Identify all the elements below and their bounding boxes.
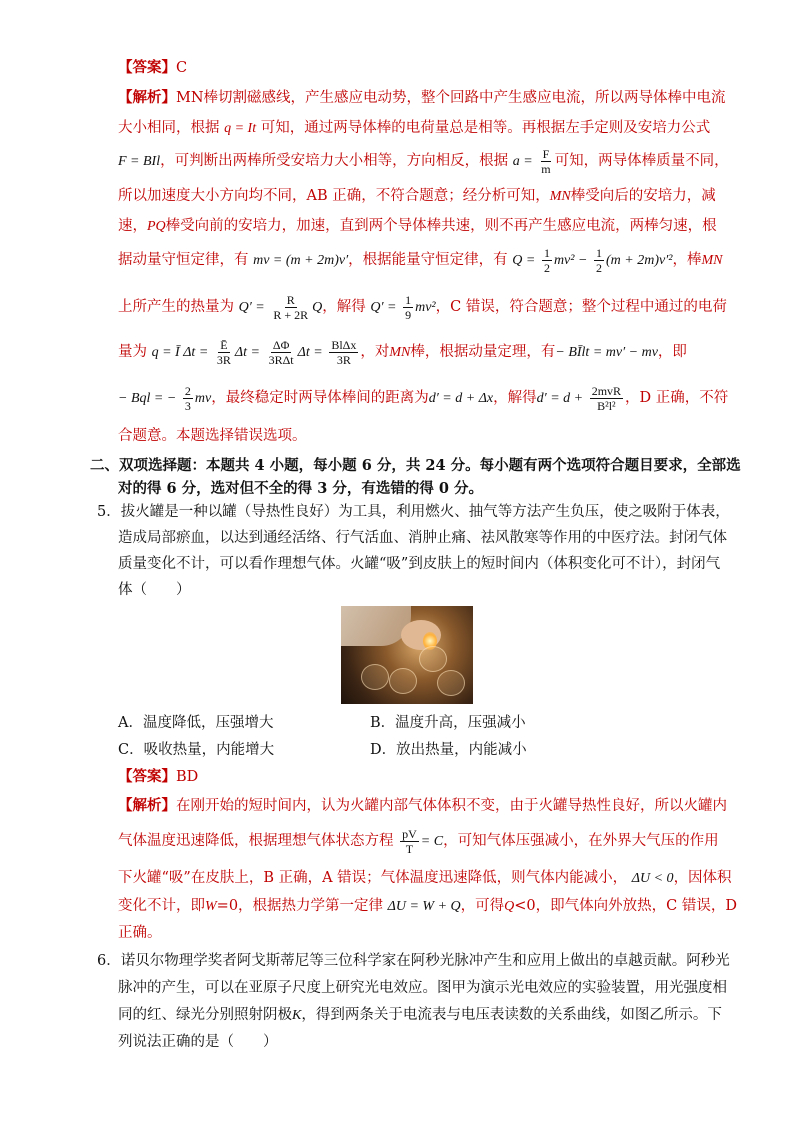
section-heading-text: 二、双项选择题：本题共 4 小题，每小题 6 分，共 24 分。每小题有两个选项符合题目要求，全部选	[90, 457, 741, 474]
q5-analysis-line-3	[118, 868, 732, 889]
q5-option-c	[118, 740, 274, 760]
photo-cup	[419, 646, 447, 672]
formula: a =	[512, 154, 533, 169]
analysis-text: 下火罐“吸”在皮肤上，B 正确，A 错误；气体温度迅速降低，则气体内能减小，	[118, 870, 628, 886]
formula: W	[205, 899, 217, 914]
question-text: 列说法正确的是（ ）	[118, 1034, 278, 1050]
analysis-text: 可知，两导体棒质量不同，	[554, 153, 729, 169]
analysis-tag: 【解析】	[118, 797, 176, 814]
answer-value: C	[176, 60, 188, 76]
q6-stem-line-4	[118, 1032, 278, 1052]
formula: d′ = d +	[536, 391, 584, 406]
q4-analysis-line-8	[118, 334, 687, 371]
formula: Q	[312, 300, 323, 315]
q4-analysis-line-5	[118, 216, 717, 237]
q5-option-d	[370, 740, 527, 760]
section-heading-text: 对的得 6 分，选对但不全的得 3 分，有选错的得 0 分。	[118, 480, 484, 497]
q5-analysis-line-4	[118, 896, 737, 917]
analysis-text: ，可得	[460, 898, 505, 914]
formula: mv	[194, 391, 212, 406]
formula: q = Ī Δt =	[151, 345, 209, 360]
q5-analysis-line-1	[118, 796, 727, 816]
fraction: $\frac{F}{m}$	[541, 146, 551, 176]
photo-cup	[437, 670, 465, 696]
question-text: ，得到两条关于电流表与电压表读数的关系曲线，如图乙所示。下	[301, 1007, 722, 1023]
answer-tag: 【答案】	[118, 59, 176, 76]
analysis-text: ，最终稳定时两导体棒间的距离为	[211, 390, 429, 406]
formula: MN	[701, 253, 723, 268]
question-text: 造成局部瘀血，以达到通经活络、行气活血、消肿止痛、祛风散寒等作用的中医疗法。封闭气体	[118, 530, 727, 546]
analysis-text: ，因体积	[673, 870, 732, 886]
fraction: $\frac{\text{2mvR}}{\text{B²l²}}$	[591, 383, 622, 413]
formula: mv = (m + 2m)v′	[253, 253, 349, 268]
fraction: $\frac{1}{2}$	[596, 245, 603, 275]
analysis-text: 棒受向前的安培力，加速，直到两个导体棒共速，则不再产生感应电流，两棒匀速，根	[165, 218, 717, 234]
question-text: 体（ ）	[118, 582, 191, 598]
formula: ΔU < 0	[631, 871, 674, 886]
option-text: D．放出热量，内能减小	[370, 742, 527, 758]
analysis-text: 棒受向后的安培力，减	[570, 188, 716, 204]
cupping-photo	[341, 606, 473, 704]
analysis-text: =0，根据热力学第一定律	[216, 898, 384, 914]
formula: PQ	[147, 219, 166, 234]
question-number: 5．	[97, 504, 121, 520]
photo-cup	[389, 668, 417, 694]
formula: F = BIl	[118, 154, 161, 169]
question-text: 拔火罐是一种以罐（导热性良好）为工具，利用燃火、抽气等方法产生负压，使之吸附于体表，	[120, 504, 730, 520]
option-text: A．温度降低，压强增大	[118, 715, 274, 731]
fraction: $\frac{Ē}{3R}$	[216, 337, 231, 367]
q5-stem-line-1	[97, 502, 730, 522]
analysis-text: ，解得	[322, 299, 366, 315]
photo-cup	[361, 664, 389, 690]
analysis-text: ，对	[360, 344, 390, 360]
formula: mv² −	[553, 253, 588, 268]
formula: mv²	[415, 300, 436, 315]
analysis-text: 在刚开始的短时间内，认为火罐内部气体体积不变，由于火罐导热性良好，所以火罐内	[176, 798, 727, 814]
fraction: $\frac{\text{BlΔx}}{3R}$	[331, 337, 357, 367]
q5-stem-line-2	[118, 528, 727, 548]
fraction: $\frac{R}{R + 2R}$	[273, 292, 309, 322]
option-text: B．温度升高，压强减小	[370, 715, 526, 731]
q4-analysis-line-9	[118, 380, 728, 417]
formula: Δt =	[234, 345, 260, 360]
q6-stem-line-3	[118, 1005, 722, 1026]
formula: − Bql = −	[118, 391, 177, 406]
section-heading	[90, 456, 741, 476]
q5-answer-line	[118, 767, 198, 787]
q5-option-b	[370, 713, 526, 733]
analysis-text: 速，	[118, 218, 147, 234]
section-heading-cont	[118, 479, 483, 499]
formula: MN	[549, 189, 571, 204]
analysis-text: 据动量守恒定律，有	[118, 252, 249, 268]
q5-stem-line-4	[118, 580, 191, 600]
formula: Q′ =	[238, 300, 265, 315]
analysis-text: ，D 正确，不符	[625, 390, 729, 406]
analysis-text: <0，即气体向外放热，C 错误，D	[514, 898, 737, 914]
fraction: $\frac{1}{9}$	[405, 292, 412, 322]
formula: Q =	[512, 253, 536, 268]
analysis-text: 大小相同，根据	[118, 120, 220, 136]
formula: K	[292, 1008, 302, 1023]
fraction: $\frac{\Delta\Phi}{\text{3RΔt}}$	[268, 337, 294, 367]
formula: q = It	[224, 121, 257, 136]
q4-answer-line	[118, 58, 187, 78]
question-number: 6．	[97, 953, 121, 969]
analysis-text: ，棒	[672, 252, 702, 268]
photo-arm	[341, 606, 411, 646]
q4-analysis-line-1	[118, 88, 726, 108]
formula: Q′ =	[370, 300, 397, 315]
formula: d′ = d + Δx	[428, 391, 494, 406]
question-text: 脉冲的产生，可以在亚原子尺度上研究光电效应。图甲为演示光电效应的实验装置，用光强度相	[118, 980, 727, 996]
q4-analysis-line-7	[118, 290, 727, 325]
q4-analysis-line-4	[118, 186, 716, 207]
q5-option-a	[118, 713, 273, 733]
q4-analysis-line-6	[118, 244, 722, 277]
formula: (m + 2m)v′²	[606, 253, 673, 268]
answer-tag: 【答案】	[118, 768, 176, 785]
analysis-text: 合题意。本题选择错误选项。	[118, 428, 307, 444]
fraction: $\frac{1}{2}$	[543, 245, 550, 275]
question-text: 质量变化不计，可以看作理想气体。火罐“吸”到皮肤上的短时间内（体积变化可不计），封闭气	[118, 556, 721, 572]
analysis-text: ，可判断出两棒所受安培力大小相等，方向相反，根据	[160, 153, 509, 169]
formula: = C	[420, 834, 444, 849]
q5-analysis-line-2	[118, 825, 719, 858]
analysis-text: 可知，通过两导体棒的电荷量总是相等。再根据左手定则及安培力公式	[260, 120, 711, 136]
analysis-text: 所以加速度大小方向均不同，AB 正确，不符合题意；经分析可知，	[118, 188, 550, 204]
q4-analysis-line-3	[118, 146, 729, 177]
analysis-text: MN棒切割磁感线，产生感应电动势，整个回路中产生感应电流，所以两导体棒中电流	[176, 90, 726, 106]
q6-stem-line-2	[118, 978, 727, 998]
formula: MN	[389, 345, 411, 360]
question-text: 同的红、绿光分别照射阴极	[118, 1007, 292, 1023]
analysis-text: ，解得	[493, 390, 537, 406]
analysis-text: ，C 错误，符合题意；整个过程中通过的电荷	[435, 299, 727, 315]
fraction: $\frac{pV}{T}$	[402, 826, 417, 856]
formula: Q	[504, 899, 515, 914]
analysis-text: ，即	[657, 344, 687, 360]
analysis-text: ，可知气体压强减小，在外界大气压的作用	[443, 833, 719, 849]
analysis-text: 正确。	[118, 925, 162, 941]
analysis-text: 变化不计，即	[118, 898, 205, 914]
q4-analysis-line-10	[118, 426, 307, 446]
q6-stem-line-1	[97, 951, 730, 971]
question-text: 诺贝尔物理学奖者阿戈斯蒂尼等三位科学家在阿秒光脉冲产生和应用上做出的卓越贡献。阿秒光	[120, 953, 730, 969]
formula: ΔU = W + Q	[387, 899, 461, 914]
analysis-text: 气体温度迅速降低，根据理想气体状态方程	[118, 833, 394, 849]
formula: − BĪlt = mv′ − mv	[555, 345, 658, 360]
analysis-text: 上所产生的热量为	[118, 299, 234, 315]
q4-analysis-line-2	[118, 118, 710, 139]
analysis-text: 棒，根据动量定理，有	[410, 344, 556, 360]
analysis-text: 量为	[118, 344, 147, 360]
formula: Δt =	[297, 345, 323, 360]
option-text: C．吸收热量，内能增大	[118, 742, 275, 758]
analysis-tag: 【解析】	[118, 89, 176, 106]
answer-value: BD	[176, 769, 199, 785]
fraction: $\frac{2}{3}$	[184, 383, 191, 413]
q5-stem-line-3	[118, 554, 720, 574]
q5-analysis-line-5	[118, 923, 162, 943]
analysis-text: ，根据能量守恒定律，有	[348, 252, 508, 268]
